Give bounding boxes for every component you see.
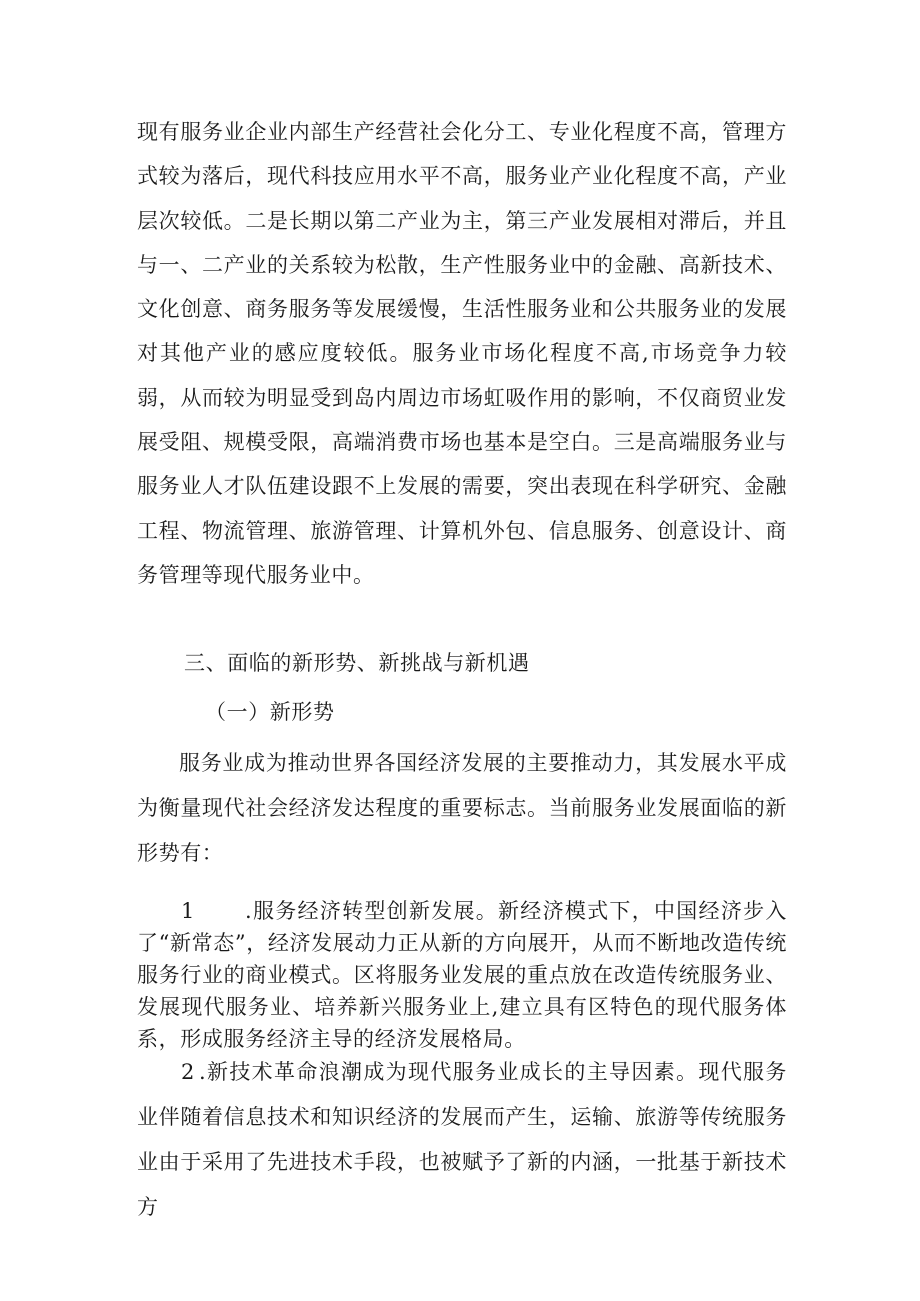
list-item-2-number: 2 — [181, 1060, 195, 1084]
list-item-1-text: .服务经济转型创新发展。新经济模式下，中国经济步入了“新常态”，经济发展动力正从新的方向展开，从而不断地改造传统服务行业的商业模式。区将服务业发展的重点放在改造传统服务业、发展现代服务业、培养新兴服务业上,建立具有区特色的现代服务体系，形成服务经济主导的经济发展格局。 — [137, 899, 787, 1051]
body-paragraph-1: 现有服务业企业内部生产经营社会化分工、专业化程度不高，管理方式较为落后，现代科技应用水平不高，服务业产业化程度不高，产业层次较低。二是长期以第二产业为主，第三产业发展相对滞后，并且与一、二产业的关系较为松散，生产性服务业中的金融、高新技术、文化创意、商务服务等发展缓慢，生活性服务业和公共服务业的发展对其他产业的感应度较低。服务业市场化程度不高,市场竞争力较弱，从而较为明显受到岛内周边市场虹吸作用的影响，不仅商贸业发展受阻、规模受限，高端消费市场也基本是空白。三是高端服务业与服务业人才队伍建设跟不上发展的需要，突出表现在科学研究、金融工程、物流管理、旅游管理、计算机外包、信息服务、创意设计、商务管理等现代服务业中。 — [137, 120, 787, 587]
subsection-heading: （一）新形势 — [205, 700, 335, 724]
body-paragraph-2: 服务业成为推动世界各国经济发展的主要推动力，其发展水平成为衡量现代社会经济发达程度的重要标志。当前服务业发展面临的新形势有： — [137, 751, 787, 865]
list-item-2 — [137, 1050, 787, 1230]
list-item-1 — [137, 895, 787, 1055]
section-heading: 三、面临的新形势、新挑战与新机遇 — [184, 651, 530, 675]
list-item-1-number: 1 — [181, 899, 195, 923]
list-item-2-text: .新技术革命浪潮成为现代服务业成长的主导因素。现代服务业伴随着信息技术和知识经济的发展而产生，运输、旅游等传统服务业由于采用了先进技术手段，也被赋予了新的内涵，一批基于新技术方 — [137, 1060, 787, 1219]
